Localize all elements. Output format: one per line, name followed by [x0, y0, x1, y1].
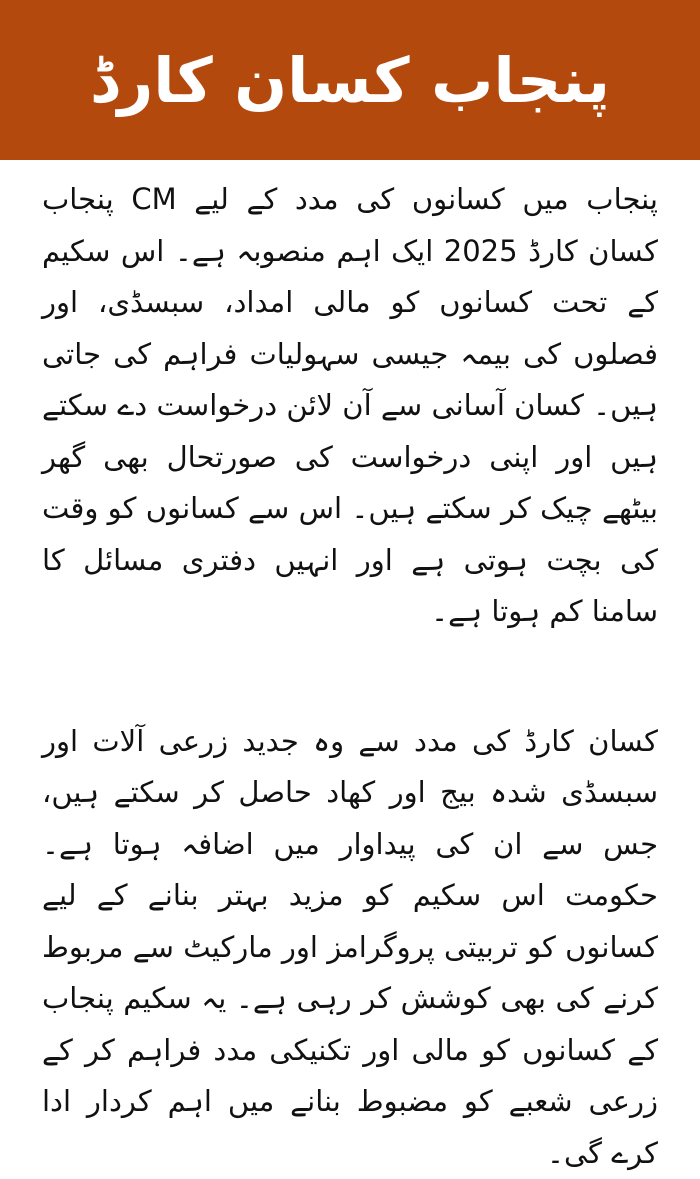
article-paragraph: پنجاب میں کسانوں کی مدد کے لیے CM پنجاب کسان کارڈ 2025 ایک اہم منصوبہ ہے۔ اس سکیم کے تحت کسانوں کو مالی امداد، سبسڈی، اور فصلوں کی بیمہ جیسی سہولیات فراہم کی جاتی ہیں۔ کسان آسانی سے آن لائن درخواست دے سکتے ہیں اور اپنی درخواست کی صورتحال بھی گھر بیٹھے چیک کر سکتے ہیں۔ اس سے کسانوں کو وقت کی بچت ہوتی ہے اور انہیں دفتری مسائل کا سامنا کم ہوتا ہے۔ — [42, 174, 658, 638]
page-title: پنجاب کسان کارڈ — [90, 44, 610, 117]
article-paragraph: کسان کارڈ کی مدد سے وہ جدید زرعی آلات اور سبسڈی شدہ بیج اور کھاد حاصل کر سکتے ہیں، جس سے ان کی پیداوار میں اضافہ ہوتا ہے۔ حکومت اس سکیم کو مزید بہتر بنانے کے لیے کسانوں کو تربیتی پروگرامز اور مارکیٹ سے مربوط کرنے کی بھی کوشش کر رہی ہے۔ یہ سکیم پنجاب کے کسانوں کو مالی اور تکنیکی مدد فراہم کر کے زرعی شعبے کو مضبوط بنانے میں اہم کردار ادا کرے گی۔ — [42, 716, 658, 1179]
header-banner — [0, 0, 700, 160]
article-body — [0, 160, 700, 1179]
